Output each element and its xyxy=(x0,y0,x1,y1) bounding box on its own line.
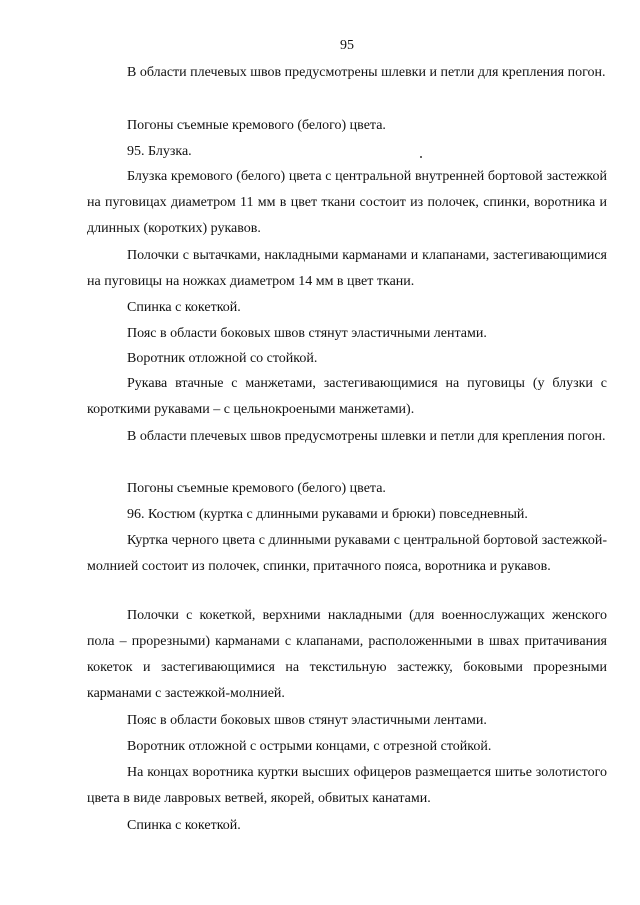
section-heading: 95. Блузка. xyxy=(127,144,192,159)
paragraph: Воротник отложной со стойкой. xyxy=(127,351,318,366)
paragraph: Пояс в области боковых швов стянут эластичными лентами. xyxy=(127,713,487,728)
paragraph: Воротник отложной с острыми концами, с отрезной стойкой. xyxy=(127,739,492,754)
paragraph: На концах воротника куртки высших офицеров размещается шитье золотистого цвета в виде лавровых ветвей, якорей, обвитых канатами. xyxy=(87,765,607,806)
paragraph: Пояс в области боковых швов стянут эластичными лентами. xyxy=(127,326,487,341)
paragraph: Полочки с кокеткой, верхними накладными (для военнослужащих женского пола – прорезными) карманами с клапанами, расположенными в швах притачивания кокеток и застегивающимися на текстильную застежку, боковыми прорезными карманами с застежкой-молнией. xyxy=(87,608,607,701)
paragraph: Куртка черного цвета с длинными рукавами с центральной бортовой застежкой-молнией состоит из полочек, спинки, притачного пояса, воротника и рукавов. xyxy=(87,533,607,574)
paragraph: Спинка с кокеткой. xyxy=(127,818,241,833)
paragraph: В области плечевых швов предусмотрены шлевки и петли для крепления погон. xyxy=(127,429,606,444)
section-heading: 96. Костюм (куртка с длинными рукавами и брюки) повседневный. xyxy=(127,507,528,522)
paragraph: Полочки с вытачками, накладными карманами и клапанами, застегивающимися на пуговицы на ножках диаметром 14 мм в цвет ткани. xyxy=(87,248,607,289)
paragraph: Спинка с кокеткой. xyxy=(127,300,241,315)
scan-speck xyxy=(420,156,422,158)
paragraph: Блузка кремового (белого) цвета с центральной внутренней бортовой застежкой на пуговицах диаметром 11 мм в цвет ткани состоит из полочек, спинки, воротника и длинных (коротких) рукавов. xyxy=(87,169,607,236)
paragraph: Погоны съемные кремового (белого) цвета. xyxy=(127,481,386,496)
paragraph: Рукава втачные с манжетами, застегивающимися на пуговицы (у блузки с короткими рукавами – с цельнокроеными манжетами). xyxy=(87,376,607,417)
paragraph: В области плечевых швов предусмотрены шлевки и петли для крепления погон. xyxy=(127,65,606,80)
paragraph: Погоны съемные кремового (белого) цвета. xyxy=(127,118,386,133)
page-number: 95 xyxy=(340,38,354,53)
document-page xyxy=(87,0,607,905)
